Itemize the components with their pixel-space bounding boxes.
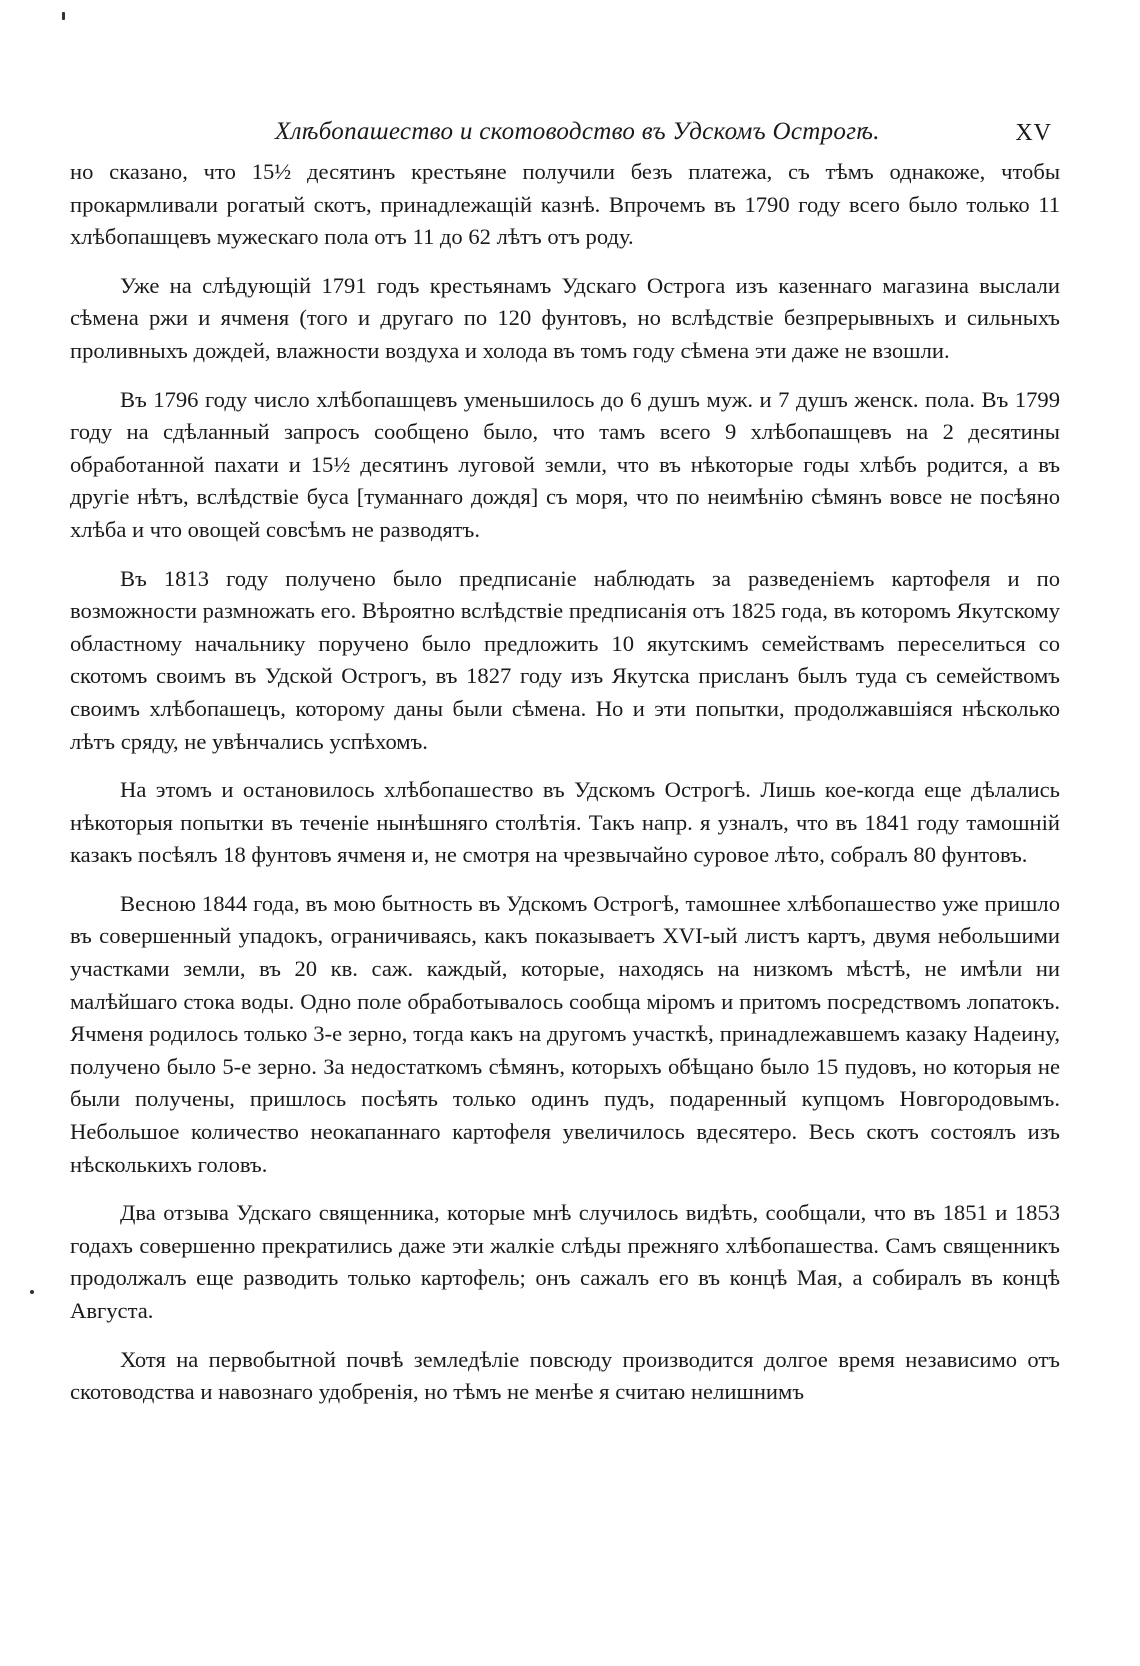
document-page [70, 112, 1060, 1425]
scan-speck [30, 1290, 34, 1294]
page-header [70, 112, 1060, 152]
running-title: Хлѣбопашество и скотоводство въ Удскомъ Острогѣ. [275, 118, 880, 145]
paragraph-5: На этомъ и остановилось хлѣбопашество въ Удскомъ Острогѣ. Лишь кое-когда еще дѣлались нѣкоторыя попытки въ теченіе нынѣшняго столѣтія. Такъ напр. я узналъ, что въ 1841 году тамошній казакъ посѣялъ 18 фунтовъ ячменя и, не смотря на чрезвычайно суровое лѣто, собралъ 80 фунтовъ. [70, 777, 1060, 868]
paragraph-3: Въ 1796 году число хлѣбопашцевъ уменьшилось до 6 душъ муж. и 7 душъ женск. пола. Въ 1799 году на сдѣланный запросъ сообщено было, что тамъ всего 9 хлѣбопашцевъ на 2 десятины обработанной пахати и 15½ десятинъ луговой земли, что въ нѣкоторые годы хлѣбъ родится, а въ другіе нѣтъ, вслѣдствіе буса [туманнаго дождя] съ моря, что по неимѣнію сѣмянъ вовсе не посѣяно хлѣба и что овощей совсѣмъ не разводятъ. [70, 386, 1060, 542]
paragraph-7: Два отзыва Удскаго священника, которые мнѣ случилось видѣть, сообщали, что въ 1851 и 1853 годахъ совершенно прекратились даже эти жалкіе слѣды прежняго хлѣбопашества. Самъ священникъ продолжалъ еще разводить только картофель; онъ сажалъ его въ концѣ Мая, а собиралъ въ концѣ Августа. [70, 1200, 1060, 1323]
paragraph-1: но сказано, что 15½ десятинъ крестьяне получили безъ платежа, съ тѣмъ однакоже, чтобы прокармливали рогатый скотъ, принадлежащій казнѣ. Впрочемъ въ 1790 году всего было только 11 хлѣбопашцевъ мужескаго пола отъ 11 до 62 лѣтъ отъ роду. [70, 159, 1060, 250]
scan-speck [62, 12, 65, 20]
body-text [70, 156, 1060, 1409]
paragraph-2: Уже на слѣдующій 1791 годъ крестьянамъ Удскаго Острога изъ казеннаго магазина выслали сѣмена ржи и ячменя (того и другаго по 120 фунтовъ, но вслѣдствіе безпрерывныхъ и сильныхъ проливныхъ дождей, влажности воздуха и холода въ томъ году сѣмена эти даже не взошли. [70, 272, 1060, 363]
paragraph-8: Хотя на первобытной почвѣ земледѣліе повсюду производится долгое время независимо отъ скотоводства и навознаго удобренія, но тѣмъ не менѣе я считаю нелишнимъ [70, 1346, 1060, 1405]
paragraph-6: Весною 1844 года, въ мою бытность въ Удскомъ Острогѣ, тамошнее хлѣбопашество уже пришло въ совершенный упадокъ, ограничиваясь, какъ показываетъ XVI-ый листъ картъ, двумя небольшими участками земли, въ 20 кв. саж. каждый, которые, находясь на низкомъ мѣстѣ, не имѣли ни малѣйшаго стока воды. Одно поле обработывалось сообща міромъ и притомъ посредствомъ лопатокъ. Ячменя родилось только 3-е зерно, тогда какъ на другомъ участкѣ, принадлежавшемъ казаку Надеину, получено было 5-е зерно. За недостаткомъ сѣмянъ, которыхъ обѣщано было 15 пудовъ, но которыя не были получены, пришлось посѣять только одинъ пудъ, подаренный купцомъ Новгородовымъ. Небольшое количество неокапаннаго картофеля увеличилось вдесятеро. Весь скотъ состоялъ изъ нѣсколькихъ головъ. [70, 890, 1060, 1177]
paragraph-4: Въ 1813 году получено было предписаніе наблюдать за разведеніемъ картофеля и по возможности размножать его. Вѣроятно вслѣдствіе предписанія отъ 1825 года, въ которомъ Якутскому областному начальнику поручено было предложить 10 якутскимъ семействамъ переселиться со скотомъ своимъ въ Удской Острогъ, въ 1827 году изъ Якутска присланъ былъ туда съ семействомъ своимъ хлѣбопашецъ, которому даны были сѣмена. Но и эти попытки, продолжавшіяся нѣсколько лѣтъ сряду, не увѣнчались успѣхомъ. [70, 565, 1061, 754]
page-number: XV [1015, 120, 1052, 146]
